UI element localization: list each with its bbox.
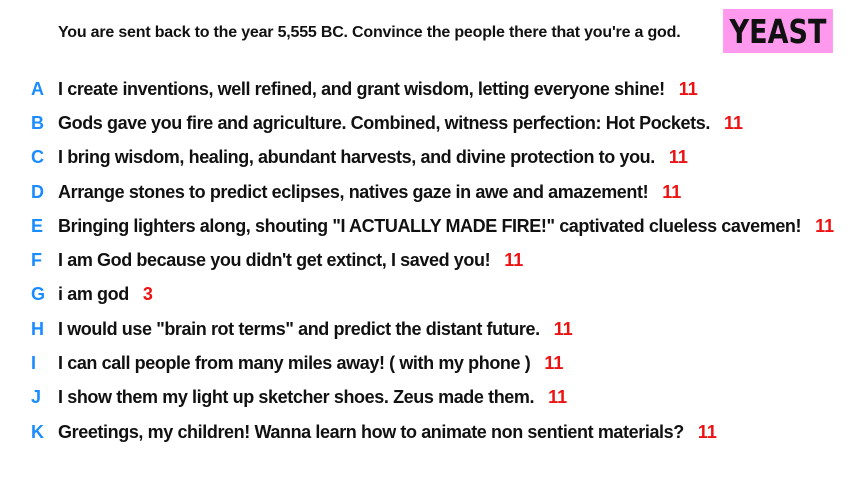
answer-row-j bbox=[0, 381, 853, 415]
answer-score: 11 bbox=[504, 250, 524, 271]
answer-letter: H bbox=[31, 318, 44, 339]
answer-score: 11 bbox=[662, 181, 682, 202]
answer-text: Arrange stones to predict eclipses, natives gaze in awe and amazement! bbox=[58, 181, 649, 202]
answer-score: 11 bbox=[697, 421, 717, 442]
answer-letter: B bbox=[31, 112, 44, 133]
answer-score: 11 bbox=[815, 215, 835, 236]
answer-text: Bringing lighters along, shouting "I ACTUALLY MADE FIRE!" captivated clueless cavemen! bbox=[58, 215, 802, 236]
answer-row-b bbox=[0, 106, 853, 140]
answer-text: I bring wisdom, healing, abundant harvests, and divine protection to you. bbox=[58, 147, 655, 168]
answer-score: 3 bbox=[142, 284, 153, 305]
answer-letter: G bbox=[31, 284, 46, 305]
answer-text: i am god bbox=[58, 284, 129, 305]
answer-letter: K bbox=[31, 421, 44, 442]
answer-row-h bbox=[0, 312, 853, 346]
answer-row-g bbox=[0, 278, 853, 312]
answer-list bbox=[0, 72, 853, 449]
answer-score: 11 bbox=[548, 387, 568, 408]
yeast-logo: YEAST bbox=[723, 9, 833, 53]
answer-row-c bbox=[0, 141, 853, 175]
answer-row-f bbox=[0, 243, 853, 277]
answer-text: I would use "brain rot terms" and predict the distant future. bbox=[58, 318, 540, 339]
answer-text: I am God because you didn't get extinct, I saved you! bbox=[58, 250, 491, 271]
answer-text: I create inventions, well refined, and grant wisdom, letting everyone shine! bbox=[58, 78, 665, 99]
answer-letter: F bbox=[31, 250, 42, 271]
answer-row-i bbox=[0, 346, 853, 380]
answer-letter: I bbox=[31, 353, 37, 374]
answer-score: 11 bbox=[553, 318, 573, 339]
answer-letter: E bbox=[31, 215, 44, 236]
answer-letter: J bbox=[31, 387, 42, 408]
answer-score: 11 bbox=[668, 147, 688, 168]
answer-score: 11 bbox=[723, 112, 743, 133]
answer-letter: C bbox=[31, 147, 44, 168]
answer-row-a bbox=[0, 72, 853, 106]
answer-score: 11 bbox=[678, 78, 698, 99]
answer-row-d bbox=[0, 175, 853, 209]
answer-text: Greetings, my children! Wanna learn how to animate non sentient materials? bbox=[58, 421, 684, 442]
answer-row-k bbox=[0, 415, 853, 449]
answer-letter: A bbox=[31, 78, 44, 99]
answer-text: I show them my light up sketcher shoes. Zeus made them. bbox=[58, 387, 535, 408]
prompt-text: You are sent back to the year 5,555 BC. Convince the people there that you're a god. bbox=[58, 24, 681, 41]
answer-letter: D bbox=[31, 181, 44, 202]
answer-text: Gods gave you fire and agriculture. Combined, witness perfection: Hot Pockets. bbox=[58, 112, 710, 133]
answer-score: 11 bbox=[544, 353, 564, 374]
answer-row-e bbox=[0, 209, 853, 243]
answer-text: I can call people from many miles away! ( with my phone ) bbox=[58, 353, 531, 374]
